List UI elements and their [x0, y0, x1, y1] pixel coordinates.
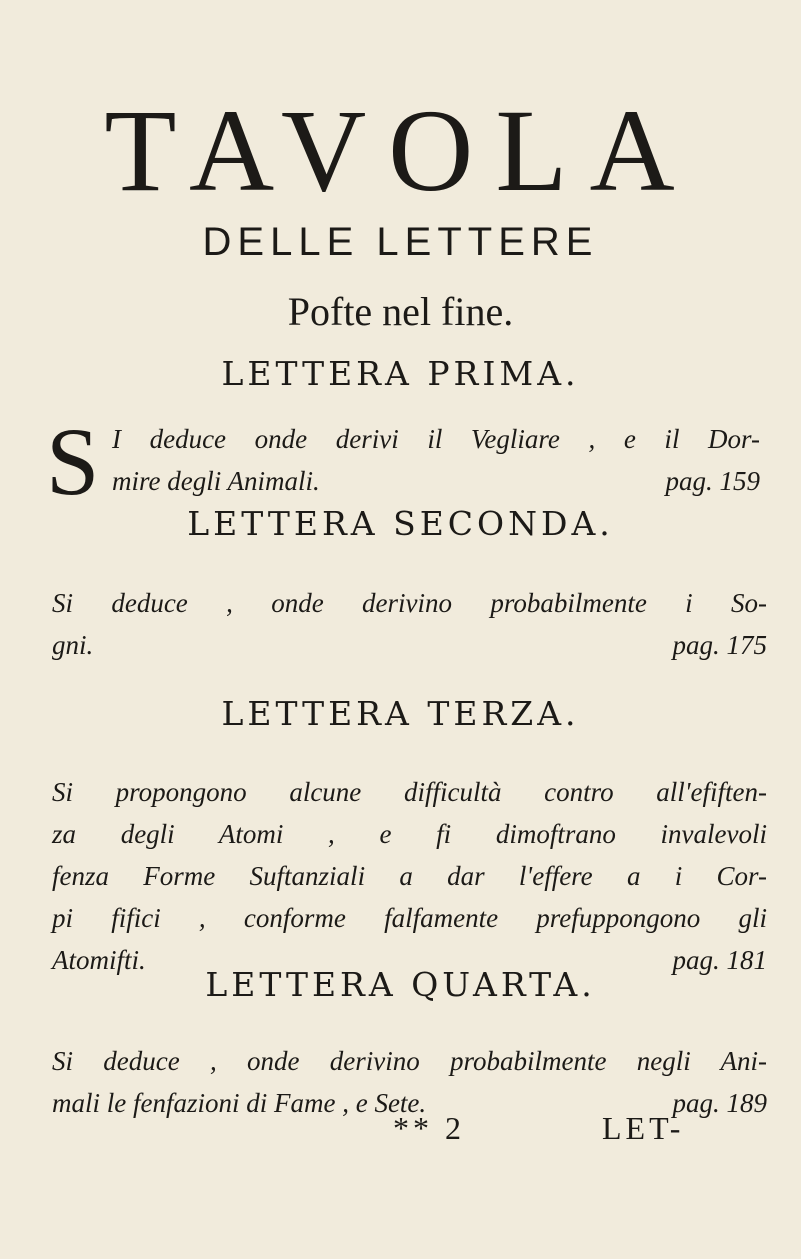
- entry-line: Si deduce , onde derivino probabilmente i So-: [52, 588, 767, 618]
- entry-line: pi fifici , conforme falfamente prefuppongono gli: [52, 903, 767, 933]
- letter-entry-2: [52, 582, 767, 666]
- page-subtitle: DELLE LETTERE: [202, 220, 599, 264]
- letter-heading-3: LETTERA TERZA.: [221, 694, 580, 733]
- page-title: TAVOLA: [104, 85, 697, 216]
- page-reference: pag. 159: [665, 466, 760, 496]
- page-subsubtitle: Pofte nel fine.: [287, 289, 514, 334]
- letter-heading-4: LETTERA QUARTA.: [205, 965, 596, 1004]
- entry-line: I deduce onde derivi il Vegliare , e il Dor-: [112, 424, 760, 454]
- catchword: LET-: [602, 1110, 685, 1146]
- entry-line-text: mire degli Animali.: [112, 466, 320, 496]
- letter-heading-2: LETTERA SECONDA.: [187, 504, 614, 543]
- entry-line: Si deduce , onde derivino probabilmente negli Ani-: [52, 1046, 767, 1076]
- entry-line-text: Atomifti.: [52, 945, 146, 975]
- page-reference: pag. 181: [672, 945, 767, 975]
- drop-cap: S: [46, 408, 100, 515]
- page-reference: pag. 175: [672, 630, 767, 660]
- entry-line-text: mali le fenfazioni di Fame , e Sete.: [52, 1088, 427, 1118]
- entry-line-last: [52, 624, 767, 666]
- letter-heading-1: LETTERA PRIMA.: [221, 354, 580, 393]
- letter-entry-3: [52, 771, 767, 981]
- entry-line-last: [112, 460, 760, 502]
- entry-line: Si propongono alcune difficultà contro all'efiften-: [52, 777, 767, 807]
- entry-line: fenza Forme Suftanziali a dar l'effere a i Cor-: [52, 861, 767, 891]
- page-reference: pag. 189: [672, 1088, 767, 1118]
- letter-entry-1: [112, 418, 760, 502]
- entry-line: za degli Atomi , e fi dimoftrano invalevoli: [52, 819, 767, 849]
- signature-mark: ** 2: [393, 1110, 465, 1146]
- entry-line-text: gni.: [52, 630, 94, 660]
